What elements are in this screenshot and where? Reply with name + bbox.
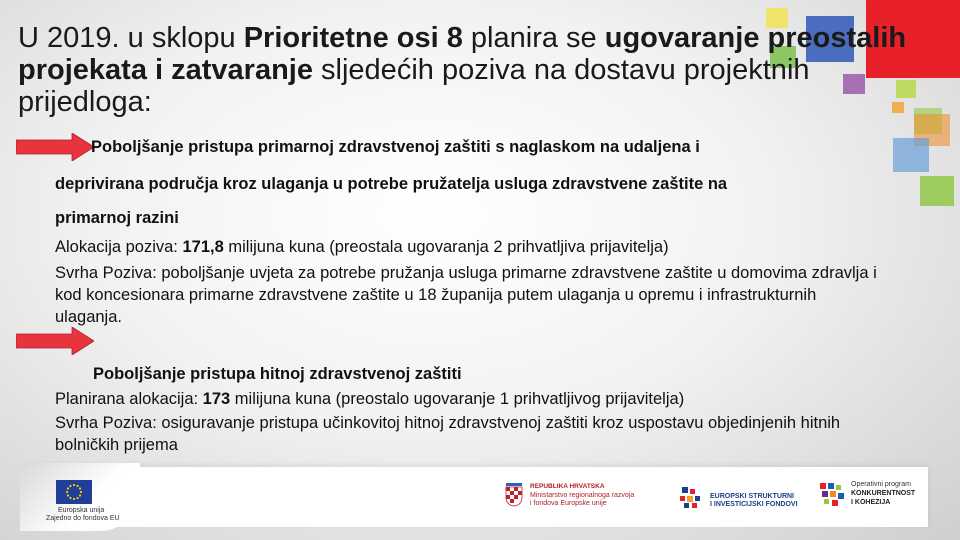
op-label-3: I KOHEZIJA	[851, 499, 891, 506]
call1-purpose: Svrha Poziva: poboljšanje uvjeta za potrebe pružanja usluga primarne zdravstvene zaštite u domovima zdravlja i kod koncesionara primarne zdravstvene zaštite u 18 županija putem ulaganja u opremu i infrastrukturnih ulaganja.	[55, 264, 877, 326]
ministry-label-3: i fondova Europske unije	[530, 500, 607, 507]
call1-alloc-note: milijuna kuna (preostala ugovaranja 2 prihvatljiva prijavitelja)	[223, 238, 669, 256]
esi-label-2: I INVESTICIJSKI FONDOVI	[710, 501, 798, 508]
title-bold-axis: Prioritetne osi 8	[243, 22, 463, 54]
op-label-2: KONKURENTNOST	[851, 490, 916, 497]
eu-label-2: Zajedno do fondova EU	[46, 515, 120, 522]
call2-block	[55, 362, 885, 456]
title-bold-action: ugovaranje preostalih projekata i zatvaranje	[18, 22, 907, 86]
eu-label-1: Europska unija	[58, 507, 105, 514]
call2-alloc-note: milijuna kuna (preostalo ugovaranje 1 prihvatljivog prijavitelja)	[230, 390, 685, 408]
title-text-3: sljedećih poziva na dostavu projektnih prijedloga:	[18, 54, 810, 118]
ministry-label-2: Ministarstvo regionalnoga razvoja	[530, 492, 635, 499]
call1-alloc-label: Alokacija poziva:	[55, 238, 183, 256]
title-text-1: U 2019. u sklopu	[18, 22, 244, 54]
call2-alloc-value: 173	[202, 390, 231, 408]
deco-square-lightblue	[893, 138, 929, 172]
op-label-1: Operativni program	[851, 481, 911, 488]
eu-flag-icon	[56, 480, 92, 504]
call1-heading-line2: deprivirana područja kroz ulaganja u potrebe pružatelja usluga zdravstvene zaštite na	[55, 175, 728, 193]
footer-logo-bar	[28, 467, 928, 527]
ministry-label-1: REPUBLIKA HRVATSKA	[530, 483, 605, 490]
call2-heading: Poboljšanje pristupa hitnoj zdravstvenoj zaštiti	[93, 365, 462, 383]
call1-alloc-value: 171,8	[182, 238, 224, 256]
call2-allocation	[55, 386, 885, 412]
slide-title	[18, 22, 918, 118]
call2-alloc-label: Planirana alokacija:	[55, 390, 203, 408]
call1-allocation	[55, 234, 885, 260]
call1-heading-line3: primarnoj razini	[55, 209, 179, 227]
call1-block	[55, 134, 885, 328]
title-text-2: planira se	[462, 22, 605, 54]
call1-heading-line1: Poboljšanje pristupa primarnoj zdravstvenoj zaštiti s naglaskom na udaljena i	[91, 138, 700, 156]
croatia-coat-of-arms-icon	[505, 483, 523, 507]
arrow-icon-2	[16, 327, 94, 355]
esi-label-1: EUROPSKI STRUKTURNI	[710, 493, 795, 500]
call2-purpose: Svrha Poziva: osiguravanje pristupa učinkovitoj hitnoj zdravstvenoj zaštiti kroz uspostavu objedinjenih hitnih bolničkih prijema	[55, 414, 841, 454]
op-kik-icon	[820, 483, 846, 509]
deco-square-green-bottom	[920, 176, 954, 206]
esi-funds-icon	[680, 487, 706, 509]
